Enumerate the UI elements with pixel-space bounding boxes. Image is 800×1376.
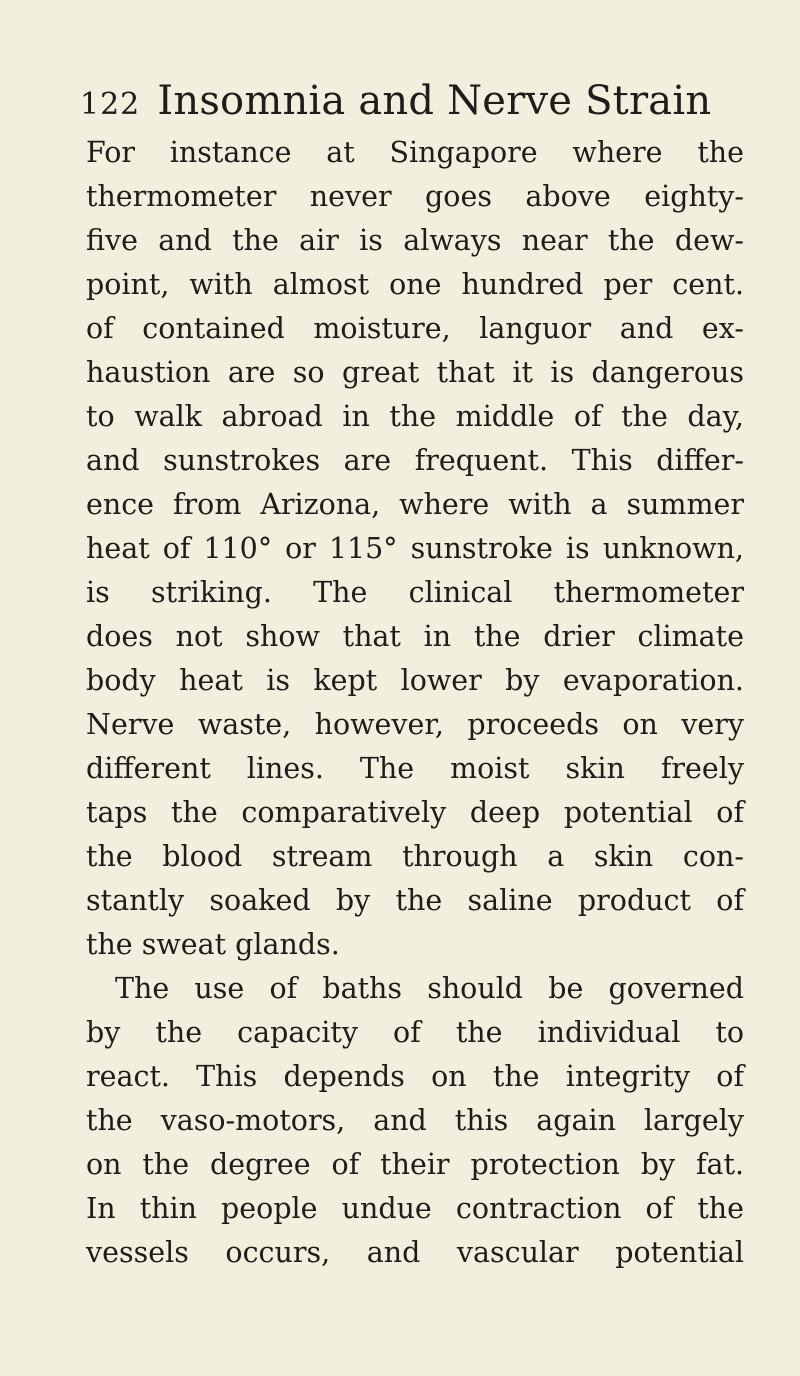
text-line: The use of baths should be governed [115, 972, 744, 1005]
text-line: by the capacity of the individual to [86, 1016, 744, 1049]
page-number: 122 [80, 87, 141, 122]
text-line: and sunstrokes are frequent. This differ- [86, 444, 744, 477]
running-header [80, 72, 712, 130]
text-line: thermometer never goes above eighty- [86, 180, 744, 213]
text-line: different lines. The moist skin freely [86, 752, 744, 785]
text-line: haustion are so great that it is dangerous [86, 356, 744, 389]
text-line: the sweat glands. [86, 928, 340, 961]
text-line: is striking. The clinical thermometer [86, 576, 744, 609]
text-line: Nerve waste, however, proceeds on very [86, 708, 744, 741]
body-text [86, 131, 744, 1275]
running-title: Insomnia and Nerve Strain [157, 78, 712, 124]
text-line: point, with almost one hundred per cent. [86, 268, 744, 301]
text-line: on the degree of their protection by fat. [86, 1148, 744, 1181]
text-line: ence from Arizona, where with a summer [86, 488, 744, 521]
text-line: taps the comparatively deep potential of [86, 796, 744, 829]
text-line: heat of 110° or 115° sunstroke is unknown, [86, 532, 744, 565]
text-line: five and the air is always near the dew- [86, 224, 744, 257]
text-line: vessels occurs, and vascular potential [86, 1236, 744, 1269]
text-line: to walk abroad in the middle of the day, [86, 400, 744, 433]
text-line: body heat is kept lower by evaporation. [86, 664, 744, 697]
text-line: react. This depends on the integrity of [86, 1060, 744, 1093]
text-line: the blood stream through a skin con- [86, 840, 744, 873]
paragraph-1 [86, 131, 744, 967]
text-line: stantly soaked by the saline product of [86, 884, 744, 917]
text-line: In thin people undue contraction of the [86, 1192, 744, 1225]
text-line: the vaso-motors, and this again largely [86, 1104, 744, 1137]
text-line: of contained moisture, languor and ex- [86, 312, 744, 345]
paragraph-2 [86, 967, 744, 1275]
text-line: does not show that in the drier climate [86, 620, 744, 653]
text-line: For instance at Singapore where the [86, 136, 744, 169]
